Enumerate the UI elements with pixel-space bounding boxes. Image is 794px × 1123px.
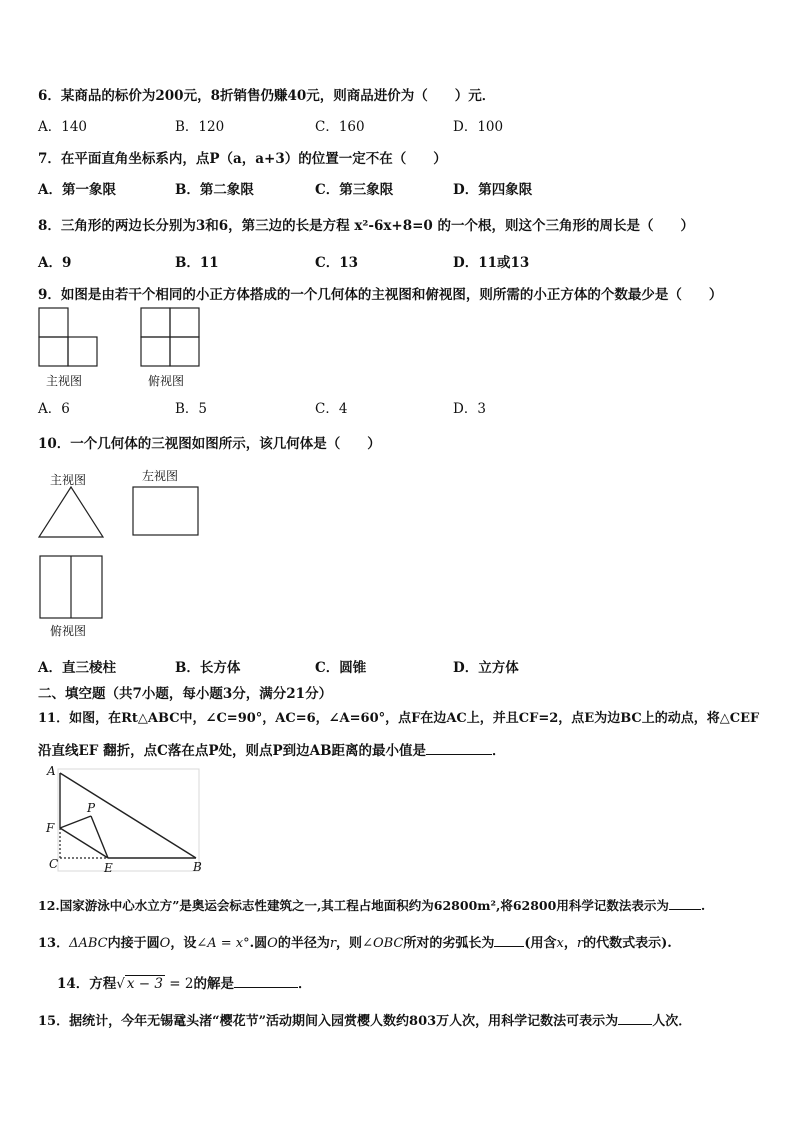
q6-option-d: D．100 (453, 119, 504, 135)
q10-option-c: C．圆锥 (315, 660, 367, 676)
q13-radius-r: r (329, 936, 337, 951)
q7-option-c: C．第三象限 (315, 182, 394, 198)
q15-end: 人次． (652, 1014, 692, 1029)
q13-text-d: .圆 (249, 936, 268, 951)
q11-segment-fp (60, 816, 91, 828)
q10-option-b: B．长方体 (175, 660, 241, 676)
q13-angle-obc: ∠OBC (362, 936, 404, 951)
q8-option-c: C．13 (315, 255, 359, 271)
q7-option-b: B．第二象限 (175, 182, 254, 198)
q8-option-a: A．9 (38, 255, 72, 271)
section-heading: 二、填空题（共7小题，每小题3分，满分21分） (38, 686, 333, 702)
q10-top-view-label: 俯视图 (50, 624, 87, 638)
q13-text-c: ，设 (170, 936, 197, 951)
q11-segment-pe (91, 816, 108, 858)
q11-segment-ab (60, 773, 196, 858)
q12-text (38, 896, 705, 914)
q13-text-h: (用含 (524, 936, 557, 951)
q13-text-e: 的半径为 (277, 936, 330, 951)
q14-radicand: x − 3 (126, 976, 164, 992)
q6-option-b: B．120 (175, 119, 225, 135)
q14-equals: = 2 (165, 976, 194, 992)
q13-answer-blank (494, 934, 524, 947)
q14-text-b: 的解是 (193, 976, 234, 992)
q13-var-r: r (576, 936, 584, 951)
q14-text (57, 972, 312, 992)
q11-label-e: E (104, 861, 113, 875)
q11-line2-end: ． (492, 743, 506, 759)
q8-option-d: D．11或13 (453, 255, 530, 271)
q14-answer-blank (234, 975, 298, 988)
q15-answer-blank (618, 1012, 652, 1025)
q15-stem: 15．据统计，今年无锡鼋头渚“樱花节”活动期间入园赏樱人数约803万人次，用科学记数法可表示为 (38, 1014, 619, 1029)
q10-left-view-label: 左视图 (142, 469, 179, 483)
q6-option-a: A．140 (38, 119, 88, 135)
q13-text-b: 内接于圆 (107, 936, 160, 951)
q13-var-x: x (556, 936, 564, 951)
q13-text-i: 的代数式表示). (583, 936, 672, 951)
q11-segment-fe (60, 828, 108, 858)
q7-option-a: A．第一象限 (38, 182, 116, 198)
q11-label-c: C (49, 857, 59, 871)
q11-line2-text: 沿直线EF 翻折，点C落在点P处，则点P到边AB距离的最小值是 (38, 743, 427, 759)
q8-option-b: B．11 (175, 255, 219, 271)
q15-text (38, 1010, 691, 1029)
q13-angle: ∠A = x° (196, 936, 250, 951)
q11-label-p: P (87, 801, 96, 815)
q10-option-d: D．立方体 (453, 660, 519, 676)
q11-label-a: A (47, 764, 56, 778)
q13-sep: ， (563, 936, 577, 951)
q9-option-d: D．3 (453, 401, 486, 417)
q14-sqrt: √ x − 3 = 2 (116, 976, 194, 992)
q9-option-a: A．6 (38, 401, 70, 417)
q8-stem: 8．三角形的两边长分别为3和6，第三边的长是方程 x²-6x+8=0 的一个根，则这个三角形的周长是（ ） (38, 218, 694, 234)
q6-option-c: C．160 (315, 119, 365, 135)
q11-line1: 11．如图，在Rt△ABC中，∠C=90°，AC=6，∠A=60°，点F在边AC上，并且CF=2，点E为边BC上的动点，将△CEF (38, 711, 760, 726)
q6-stem: 6．某商品的标价为200元，8折销售仍赚40元，则商品进价为（ ）元． (38, 88, 496, 104)
q13-triangle: ΔABC (69, 936, 108, 951)
q13-text-g: 所对的劣弧长为 (403, 936, 495, 951)
q9-front-view-label: 主视图 (46, 374, 83, 388)
q11-label-b: B (193, 860, 202, 874)
q12-stem: 12.国家游泳中心水立方”是奥运会标志性建筑之一,其工程占地面积约为62800m²,将62800用科学记数法表示为 (38, 898, 669, 913)
q12-end: . (700, 898, 706, 913)
q9-option-c: C．4 (315, 401, 348, 417)
q13-circle-o2: O (267, 936, 278, 951)
q14-end: ． (298, 976, 312, 992)
q10-option-a: A．直三棱柱 (38, 660, 116, 676)
q9-option-b: B．5 (175, 401, 208, 417)
q13-text (38, 932, 672, 951)
q11-label-f: F (46, 821, 55, 835)
q9-stem: 9．如图是由若干个相同的小正方体搭成的一个几何体的主视图和俯视图，则所需的小正方体的个数最少是（ ） (38, 287, 723, 303)
q10-stem: 10．一个几何体的三视图如图所示，该几何体是（ ） (38, 436, 381, 452)
q9-top-view-label: 俯视图 (148, 374, 185, 388)
q12-answer-blank (669, 897, 701, 910)
q13-text-f: ，则 (336, 936, 363, 951)
q7-stem: 7．在平面直角坐标系内，点P（a，a+3）的位置一定不在（ ） (38, 151, 447, 167)
q13-number: 13． (38, 936, 70, 951)
q14-stem: 14．方程 (57, 976, 117, 992)
q13-circle-o: O (159, 936, 171, 951)
q7-option-d: D．第四象限 (453, 182, 533, 198)
q10-front-view-label: 主视图 (50, 473, 87, 487)
